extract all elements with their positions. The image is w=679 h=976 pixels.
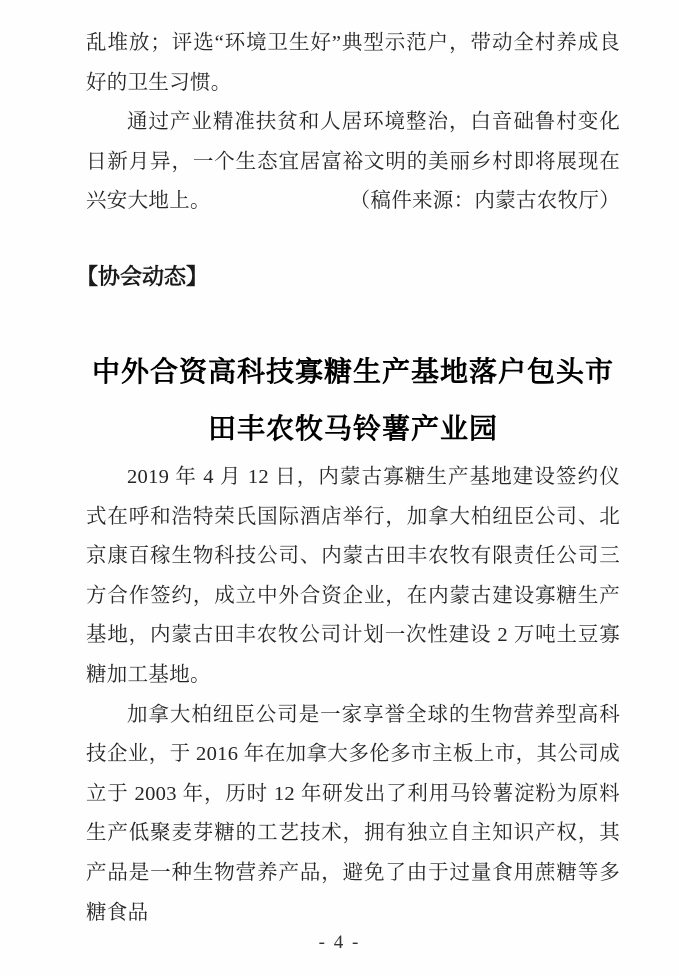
page-number: - 4 - [318, 932, 361, 953]
article-title [86, 344, 620, 458]
paragraph-summary: 通过产业精准扶贫和人居环境整治，白音础鲁村变化日新月异，一个生态宜居富裕文明的美丽乡村即将展现在兴安大地上。 [86, 111, 620, 213]
section-header: 【协会动态】 [76, 263, 209, 289]
paragraph-signing-ceremony: 2019 年 4 月 12 日，内蒙古寡糖生产基地建设签约仪式在呼和浩特荣氏国际酒店举行，加拿大柏纽臣公司、北京康百稼生物科技公司、内蒙古田丰农牧有限责任公司三方合作签约，成立中外合资企业，在内蒙古建设寡糖生产基地，内蒙古田丰农牧公司计划一次性建设 2 万吨土豆寡糖加工基地。 [86, 465, 620, 686]
article-title-line-2: 田丰农牧马铃薯产业园 [207, 413, 498, 445]
article-title-line-1: 中外合资高科技寡糖生产基地落户包头市 [91, 356, 614, 388]
paragraph-continuation: 乱堆放；评选“环境卫生好”典型示范户，带动全村养成良好的卫生习惯。 [86, 32, 620, 94]
paragraph-company-intro: 加拿大柏纽臣公司是一家享誉全球的生物营养型高科技企业，于 2016 年在加拿大多伦多市主板上市，其公司成立于 2003 年，历时 12 年研发出了利用马铃薯淀粉为原料生产低聚麦芽糖的工艺技术，拥有独立自主知识产权，其产品是一种生物营养产品，避免了由于过量食用蔗糖等多糖食品 [86, 703, 620, 924]
page-content [76, 24, 620, 933]
source-note: （稿件来源：内蒙古农牧厅） [349, 190, 620, 213]
